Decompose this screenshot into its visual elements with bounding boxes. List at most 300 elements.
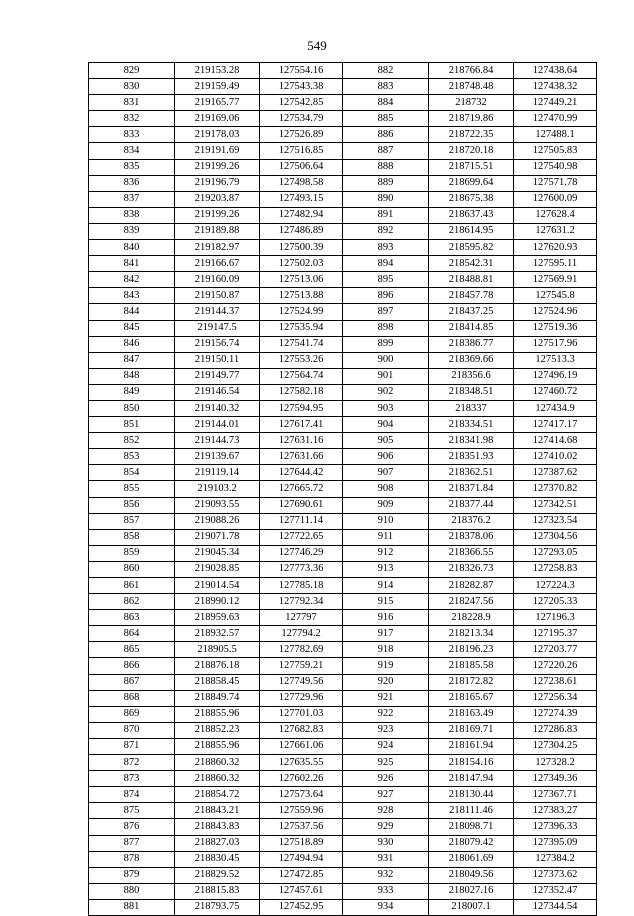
y-coordinate-left: 127759.21 [260,658,343,674]
x-coordinate-left: 219166.67 [175,256,260,272]
point-number-left: 857 [89,513,175,529]
y-coordinate-left: 127482.94 [260,207,343,223]
y-coordinate-left: 127794.2 [260,626,343,642]
point-number-left: 863 [89,610,175,626]
y-coordinate-left: 127773.36 [260,561,343,577]
x-coordinate-left: 219191.69 [175,143,260,159]
point-number-right: 907 [343,465,429,481]
y-coordinate-left: 127513.88 [260,288,343,304]
table-row [89,899,597,915]
y-coordinate-left: 127553.26 [260,352,343,368]
x-coordinate-left: 219093.55 [175,497,260,513]
x-coordinate-right: 218165.67 [429,690,514,706]
x-coordinate-left: 219028.85 [175,561,260,577]
point-number-right: 928 [343,803,429,819]
x-coordinate-right: 218366.55 [429,545,514,561]
point-number-right: 909 [343,497,429,513]
table-row [89,497,597,513]
y-coordinate-left: 127502.03 [260,256,343,272]
x-coordinate-left: 219150.87 [175,288,260,304]
point-number-left: 834 [89,143,175,159]
x-coordinate-left: 219147.5 [175,320,260,336]
point-number-right: 910 [343,513,429,529]
x-coordinate-left: 219196.79 [175,175,260,191]
point-number-right: 886 [343,127,429,143]
table-row [89,674,597,690]
table-row [89,127,597,143]
x-coordinate-left: 219140.32 [175,400,260,416]
point-number-right: 917 [343,626,429,642]
x-coordinate-right: 218282.87 [429,578,514,594]
y-coordinate-right: 127293.05 [514,545,597,561]
point-number-left: 861 [89,578,175,594]
table-row [89,417,597,433]
y-coordinate-left: 127602.26 [260,771,343,787]
x-coordinate-right: 218356.6 [429,368,514,384]
y-coordinate-left: 127500.39 [260,240,343,256]
x-coordinate-right: 218488.81 [429,272,514,288]
point-number-right: 891 [343,207,429,223]
y-coordinate-right: 127373.62 [514,867,597,883]
y-coordinate-left: 127542.85 [260,95,343,111]
y-coordinate-right: 127496.19 [514,368,597,384]
point-number-left: 870 [89,722,175,738]
point-number-right: 930 [343,835,429,851]
x-coordinate-left: 219144.37 [175,304,260,320]
y-coordinate-right: 127460.72 [514,384,597,400]
point-number-right: 893 [343,240,429,256]
y-coordinate-right: 127224.3 [514,578,597,594]
x-coordinate-right: 218377.44 [429,497,514,513]
y-coordinate-left: 127493.15 [260,191,343,207]
table-row [89,400,597,416]
table-row [89,883,597,899]
point-number-right: 911 [343,529,429,545]
y-coordinate-left: 127518.89 [260,835,343,851]
x-coordinate-right: 218637.43 [429,207,514,223]
y-coordinate-right: 127569.91 [514,272,597,288]
table-row [89,658,597,674]
y-coordinate-right: 127274.39 [514,706,597,722]
x-coordinate-right: 218061.69 [429,851,514,867]
x-coordinate-left: 219088.26 [175,513,260,529]
point-number-left: 847 [89,352,175,368]
y-coordinate-left: 127797 [260,610,343,626]
x-coordinate-right: 218247.56 [429,594,514,610]
x-coordinate-right: 218376.2 [429,513,514,529]
point-number-left: 859 [89,545,175,561]
point-number-right: 885 [343,111,429,127]
y-coordinate-left: 127534.79 [260,111,343,127]
y-coordinate-left: 127537.56 [260,819,343,835]
x-coordinate-left: 218854.72 [175,787,260,803]
point-number-right: 919 [343,658,429,674]
point-number-left: 850 [89,400,175,416]
table-row [89,320,597,336]
y-coordinate-left: 127711.14 [260,513,343,529]
y-coordinate-left: 127749.56 [260,674,343,690]
table-row [89,835,597,851]
x-coordinate-left: 219045.34 [175,545,260,561]
point-number-left: 830 [89,79,175,95]
y-coordinate-right: 127620.93 [514,240,597,256]
table-row [89,465,597,481]
point-number-right: 927 [343,787,429,803]
x-coordinate-left: 218959.63 [175,610,260,626]
x-coordinate-left: 218855.96 [175,706,260,722]
y-coordinate-right: 127352.47 [514,883,597,899]
table-row [89,722,597,738]
x-coordinate-right: 218130.44 [429,787,514,803]
y-coordinate-left: 127792.34 [260,594,343,610]
table-row [89,272,597,288]
x-coordinate-right: 218414.85 [429,320,514,336]
y-coordinate-left: 127513.06 [260,272,343,288]
x-coordinate-left: 218990.12 [175,594,260,610]
point-number-left: 846 [89,336,175,352]
point-number-left: 866 [89,658,175,674]
x-coordinate-right: 218098.71 [429,819,514,835]
y-coordinate-left: 127729.96 [260,690,343,706]
point-number-left: 868 [89,690,175,706]
y-coordinate-right: 127342.51 [514,497,597,513]
y-coordinate-right: 127256.34 [514,690,597,706]
point-number-left: 841 [89,256,175,272]
y-coordinate-left: 127682.83 [260,722,343,738]
point-number-left: 855 [89,481,175,497]
point-number-left: 843 [89,288,175,304]
x-coordinate-right: 218542.31 [429,256,514,272]
table-row [89,529,597,545]
point-number-left: 849 [89,384,175,400]
x-coordinate-right: 218720.18 [429,143,514,159]
x-coordinate-right: 218351.93 [429,449,514,465]
x-coordinate-right: 218748.48 [429,79,514,95]
x-coordinate-right: 218369.66 [429,352,514,368]
x-coordinate-left: 218905.5 [175,642,260,658]
x-coordinate-right: 218027.16 [429,883,514,899]
x-coordinate-right: 218163.49 [429,706,514,722]
y-coordinate-right: 127517.96 [514,336,597,352]
y-coordinate-left: 127746.29 [260,545,343,561]
x-coordinate-right: 218111.46 [429,803,514,819]
table-row [89,771,597,787]
table-row [89,449,597,465]
x-coordinate-left: 219199.26 [175,159,260,175]
table-row [89,175,597,191]
x-coordinate-right: 218337 [429,400,514,416]
point-number-left: 832 [89,111,175,127]
y-coordinate-left: 127722.65 [260,529,343,545]
y-coordinate-left: 127631.16 [260,433,343,449]
x-coordinate-right: 218147.94 [429,771,514,787]
y-coordinate-right: 127323.54 [514,513,597,529]
x-coordinate-left: 219144.01 [175,417,260,433]
point-number-left: 848 [89,368,175,384]
x-coordinate-left: 218827.03 [175,835,260,851]
x-coordinate-right: 218154.16 [429,755,514,771]
y-coordinate-left: 127486.89 [260,223,343,239]
point-number-right: 887 [343,143,429,159]
point-number-left: 844 [89,304,175,320]
y-coordinate-right: 127571.78 [514,175,597,191]
x-coordinate-right: 218732 [429,95,514,111]
point-number-right: 918 [343,642,429,658]
point-number-left: 839 [89,223,175,239]
x-coordinate-right: 218457.78 [429,288,514,304]
point-number-left: 879 [89,867,175,883]
table-row [89,240,597,256]
table-row [89,207,597,223]
y-coordinate-left: 127559.96 [260,803,343,819]
point-number-right: 897 [343,304,429,320]
y-coordinate-left: 127554.16 [260,63,343,79]
x-coordinate-right: 218007.1 [429,899,514,915]
point-number-left: 837 [89,191,175,207]
y-coordinate-right: 127383.27 [514,803,597,819]
x-coordinate-left: 219071.78 [175,529,260,545]
y-coordinate-right: 127304.25 [514,738,597,754]
point-number-right: 908 [343,481,429,497]
point-number-left: 873 [89,771,175,787]
point-number-right: 890 [343,191,429,207]
x-coordinate-left: 219159.49 [175,79,260,95]
table-row [89,223,597,239]
point-number-left: 835 [89,159,175,175]
y-coordinate-left: 127665.72 [260,481,343,497]
y-coordinate-left: 127506.64 [260,159,343,175]
point-number-left: 865 [89,642,175,658]
x-coordinate-left: 218932.57 [175,626,260,642]
x-coordinate-left: 219119.14 [175,465,260,481]
y-coordinate-right: 127470.99 [514,111,597,127]
table-row [89,191,597,207]
point-number-right: 923 [343,722,429,738]
x-coordinate-left: 219014.54 [175,578,260,594]
y-coordinate-left: 127535.94 [260,320,343,336]
point-number-right: 924 [343,738,429,754]
y-coordinate-right: 127519.36 [514,320,597,336]
point-number-left: 864 [89,626,175,642]
x-coordinate-left: 218815.83 [175,883,260,899]
y-coordinate-right: 127540.98 [514,159,597,175]
point-number-right: 906 [343,449,429,465]
x-coordinate-left: 218843.83 [175,819,260,835]
x-coordinate-right: 218719.86 [429,111,514,127]
point-number-right: 901 [343,368,429,384]
point-number-left: 840 [89,240,175,256]
x-coordinate-left: 218829.52 [175,867,260,883]
x-coordinate-right: 218715.51 [429,159,514,175]
point-number-left: 856 [89,497,175,513]
table-row [89,706,597,722]
y-coordinate-left: 127690.61 [260,497,343,513]
x-coordinate-right: 218079.42 [429,835,514,851]
x-coordinate-left: 219146.54 [175,384,260,400]
point-number-left: 881 [89,899,175,915]
x-coordinate-left: 219169.06 [175,111,260,127]
point-number-right: 925 [343,755,429,771]
coordinates-table-body [89,63,597,916]
y-coordinate-right: 127395.09 [514,835,597,851]
y-coordinate-right: 127344.54 [514,899,597,915]
y-coordinate-right: 127238.61 [514,674,597,690]
y-coordinate-left: 127541.74 [260,336,343,352]
x-coordinate-left: 218860.32 [175,755,260,771]
x-coordinate-right: 218722.35 [429,127,514,143]
table-row [89,336,597,352]
point-number-right: 892 [343,223,429,239]
y-coordinate-right: 127595.11 [514,256,597,272]
point-number-left: 876 [89,819,175,835]
point-number-right: 913 [343,561,429,577]
point-number-right: 921 [343,690,429,706]
x-coordinate-right: 218437.25 [429,304,514,320]
y-coordinate-right: 127417.17 [514,417,597,433]
x-coordinate-right: 218185.58 [429,658,514,674]
point-number-right: 895 [343,272,429,288]
x-coordinate-right: 218595.82 [429,240,514,256]
x-coordinate-right: 218228.9 [429,610,514,626]
point-number-right: 889 [343,175,429,191]
point-number-right: 899 [343,336,429,352]
table-row [89,63,597,79]
y-coordinate-right: 127304.56 [514,529,597,545]
point-number-left: 833 [89,127,175,143]
y-coordinate-left: 127617.41 [260,417,343,433]
point-number-right: 933 [343,883,429,899]
x-coordinate-right: 218675.38 [429,191,514,207]
x-coordinate-right: 218378.06 [429,529,514,545]
y-coordinate-right: 127367.71 [514,787,597,803]
x-coordinate-left: 218852.23 [175,722,260,738]
point-number-left: 871 [89,738,175,754]
point-number-right: 900 [343,352,429,368]
x-coordinate-left: 219144.73 [175,433,260,449]
table-row [89,111,597,127]
y-coordinate-right: 127349.36 [514,771,597,787]
x-coordinate-left: 218855.96 [175,738,260,754]
y-coordinate-right: 127505.83 [514,143,597,159]
table-row [89,481,597,497]
y-coordinate-right: 127545.8 [514,288,597,304]
table-row [89,851,597,867]
y-coordinate-left: 127635.55 [260,755,343,771]
y-coordinate-left: 127472.85 [260,867,343,883]
y-coordinate-right: 127414.68 [514,433,597,449]
x-coordinate-right: 218172.82 [429,674,514,690]
point-number-right: 894 [343,256,429,272]
point-number-left: 878 [89,851,175,867]
y-coordinate-left: 127543.38 [260,79,343,95]
y-coordinate-left: 127631.66 [260,449,343,465]
x-coordinate-left: 219150.11 [175,352,260,368]
point-number-left: 860 [89,561,175,577]
x-coordinate-right: 218196.23 [429,642,514,658]
point-number-right: 926 [343,771,429,787]
x-coordinate-left: 219156.74 [175,336,260,352]
point-number-left: 842 [89,272,175,288]
y-coordinate-right: 127258.83 [514,561,597,577]
point-number-left: 851 [89,417,175,433]
y-coordinate-right: 127488.1 [514,127,597,143]
y-coordinate-right: 127631.2 [514,223,597,239]
x-coordinate-left: 219165.77 [175,95,260,111]
table-row [89,610,597,626]
y-coordinate-left: 127457.61 [260,883,343,899]
y-coordinate-left: 127785.18 [260,578,343,594]
table-row [89,819,597,835]
y-coordinate-left: 127573.64 [260,787,343,803]
x-coordinate-left: 218793.75 [175,899,260,915]
point-number-right: 929 [343,819,429,835]
y-coordinate-right: 127328.2 [514,755,597,771]
table-row [89,738,597,754]
point-number-right: 884 [343,95,429,111]
table-row [89,143,597,159]
x-coordinate-left: 218860.32 [175,771,260,787]
point-number-left: 880 [89,883,175,899]
point-number-left: 867 [89,674,175,690]
table-row [89,95,597,111]
point-number-right: 904 [343,417,429,433]
point-number-right: 915 [343,594,429,610]
point-number-right: 888 [343,159,429,175]
table-row [89,626,597,642]
point-number-left: 875 [89,803,175,819]
table-row [89,867,597,883]
x-coordinate-left: 219178.03 [175,127,260,143]
y-coordinate-right: 127410.02 [514,449,597,465]
x-coordinate-right: 218341.98 [429,433,514,449]
y-coordinate-left: 127594.95 [260,400,343,416]
x-coordinate-left: 219103.2 [175,481,260,497]
x-coordinate-right: 218386.77 [429,336,514,352]
y-coordinate-right: 127370.82 [514,481,597,497]
point-number-right: 902 [343,384,429,400]
y-coordinate-left: 127644.42 [260,465,343,481]
point-number-left: 831 [89,95,175,111]
x-coordinate-right: 218766.84 [429,63,514,79]
x-coordinate-left: 219189.88 [175,223,260,239]
point-number-right: 896 [343,288,429,304]
point-number-left: 869 [89,706,175,722]
x-coordinate-left: 219199.26 [175,207,260,223]
table-row [89,288,597,304]
point-number-right: 912 [343,545,429,561]
table-row [89,561,597,577]
x-coordinate-right: 218049.56 [429,867,514,883]
y-coordinate-right: 127438.32 [514,79,597,95]
y-coordinate-left: 127516.85 [260,143,343,159]
point-number-right: 914 [343,578,429,594]
y-coordinate-right: 127195.37 [514,626,597,642]
x-coordinate-right: 218213.34 [429,626,514,642]
x-coordinate-left: 219160.09 [175,272,260,288]
table-row [89,304,597,320]
x-coordinate-left: 219149.77 [175,368,260,384]
point-number-right: 898 [343,320,429,336]
point-number-left: 877 [89,835,175,851]
table-row [89,352,597,368]
y-coordinate-left: 127661.06 [260,738,343,754]
point-number-right: 882 [343,63,429,79]
table-row [89,159,597,175]
point-number-right: 931 [343,851,429,867]
x-coordinate-right: 218334.51 [429,417,514,433]
table-row [89,368,597,384]
y-coordinate-left: 127701.03 [260,706,343,722]
